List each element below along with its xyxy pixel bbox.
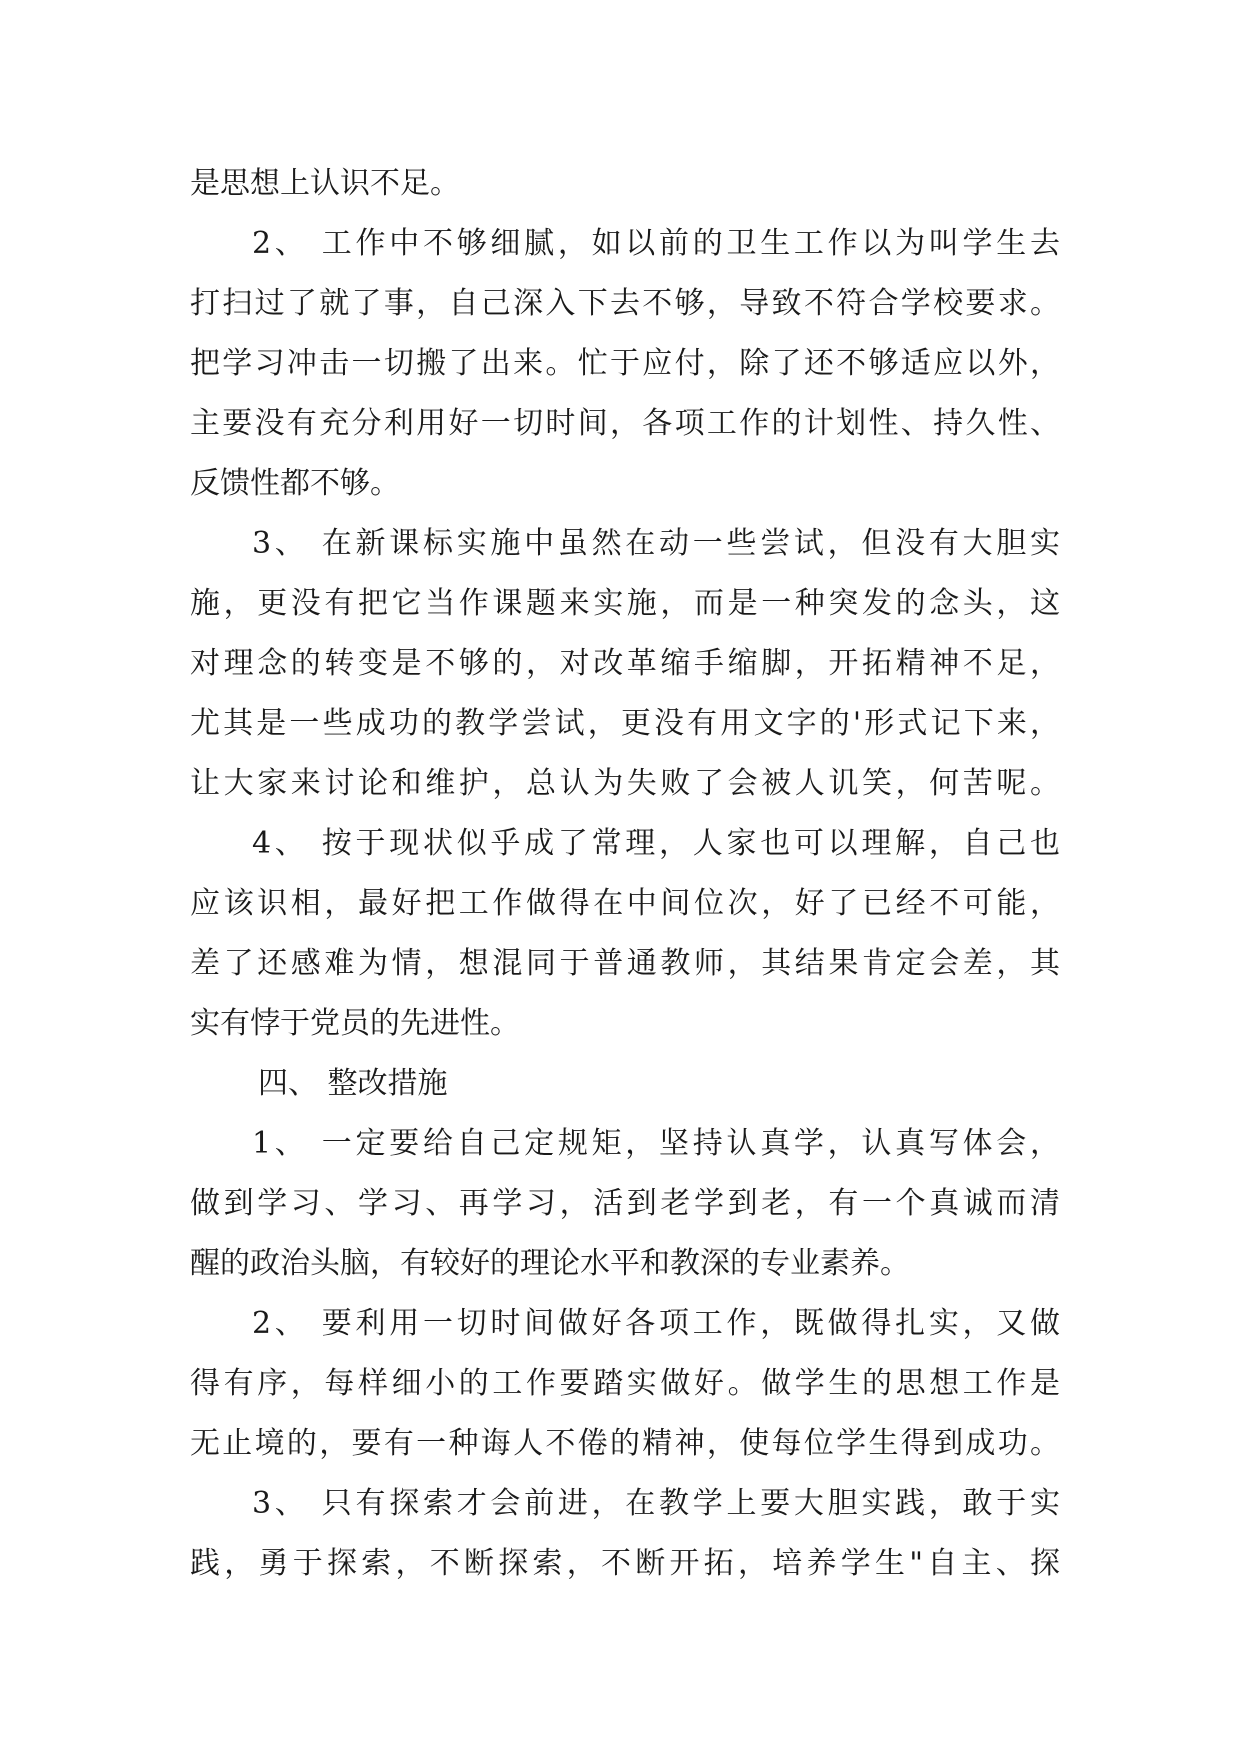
measure-item-2 xyxy=(190,1294,1060,1474)
paragraph-line: 反馈性都不够。 xyxy=(190,466,400,501)
paragraph-line: 差了还感难为情，想混同于普通教师，其结果肯定会差，其 xyxy=(190,946,1060,981)
paragraph-line: 打扫过了就了事，自己深入下去不够，导致不符合学校要求。 xyxy=(190,286,1060,321)
paragraph-line: 无止境的，要有一种诲人不倦的精神，使每位学生得到成功。 xyxy=(190,1426,1060,1461)
paragraph-continuation-line: 是思想上认识不足。 xyxy=(190,166,460,201)
measure-item-1 xyxy=(190,1114,1060,1294)
paragraph-item-3 xyxy=(190,514,1060,814)
document-body xyxy=(190,154,1060,1594)
paragraph-line: 施，更没有把它当作课题来实施，而是一种突发的念头，这 xyxy=(190,586,1060,621)
paragraph-line: 做到学习、学习、再学习，活到老学到老，有一个真诚而清 xyxy=(190,1186,1060,1221)
measure-item-3 xyxy=(190,1474,1060,1594)
paragraph-line: 醒的政治头脑，有较好的理论水平和教深的专业素养。 xyxy=(190,1246,910,1281)
paragraph-line: 3、 在新课标实施中虽然在动一些尝试，但没有大胆实 xyxy=(252,526,1060,561)
paragraph-line: 实有悖于党员的先进性。 xyxy=(190,1006,520,1041)
paragraph-line: 得有序，每样细小的工作要踏实做好。做学生的思想工作是 xyxy=(190,1366,1060,1401)
paragraph-line: 践，勇于探索，不断探索，不断开拓，培养学生"自主、探 xyxy=(190,1546,1060,1581)
paragraph-line: 2、 工作中不够细腻，如以前的卫生工作以为叫学生去 xyxy=(252,226,1060,261)
paragraph-item-4 xyxy=(190,814,1060,1054)
paragraph-line: 3、 只有探索才会前进，在教学上要大胆实践，敢于实 xyxy=(252,1486,1060,1521)
section-heading: 四、 整改措施 xyxy=(258,1066,448,1101)
paragraph-line: 应该识相，最好把工作做得在中间位次，好了已经不可能， xyxy=(190,886,1060,921)
paragraph-line: 对理念的转变是不够的，对改革缩手缩脚，开拓精神不足， xyxy=(190,646,1060,681)
paragraph-item-2 xyxy=(190,214,1060,514)
paragraph-line: 让大家来讨论和维护，总认为失败了会被人讥笑，何苦呢。 xyxy=(190,766,1060,801)
paragraph-line: 1、 一定要给自己定规矩，坚持认真学，认真写体会， xyxy=(252,1126,1060,1161)
paragraph-line: 2、 要利用一切时间做好各项工作，既做得扎实，又做 xyxy=(252,1306,1060,1341)
paragraph-line: 尤其是一些成功的教学尝试，更没有用文字的'形式记下来， xyxy=(190,706,1060,741)
paragraph-line: 把学习冲击一切搬了出来。忙于应付，除了还不够适应以外， xyxy=(190,346,1060,381)
paragraph-line: 4、 按于现状似乎成了常理，人家也可以理解，自己也 xyxy=(252,826,1060,861)
paragraph-line: 主要没有充分利用好一切时间，各项工作的计划性、持久性、 xyxy=(190,406,1060,441)
